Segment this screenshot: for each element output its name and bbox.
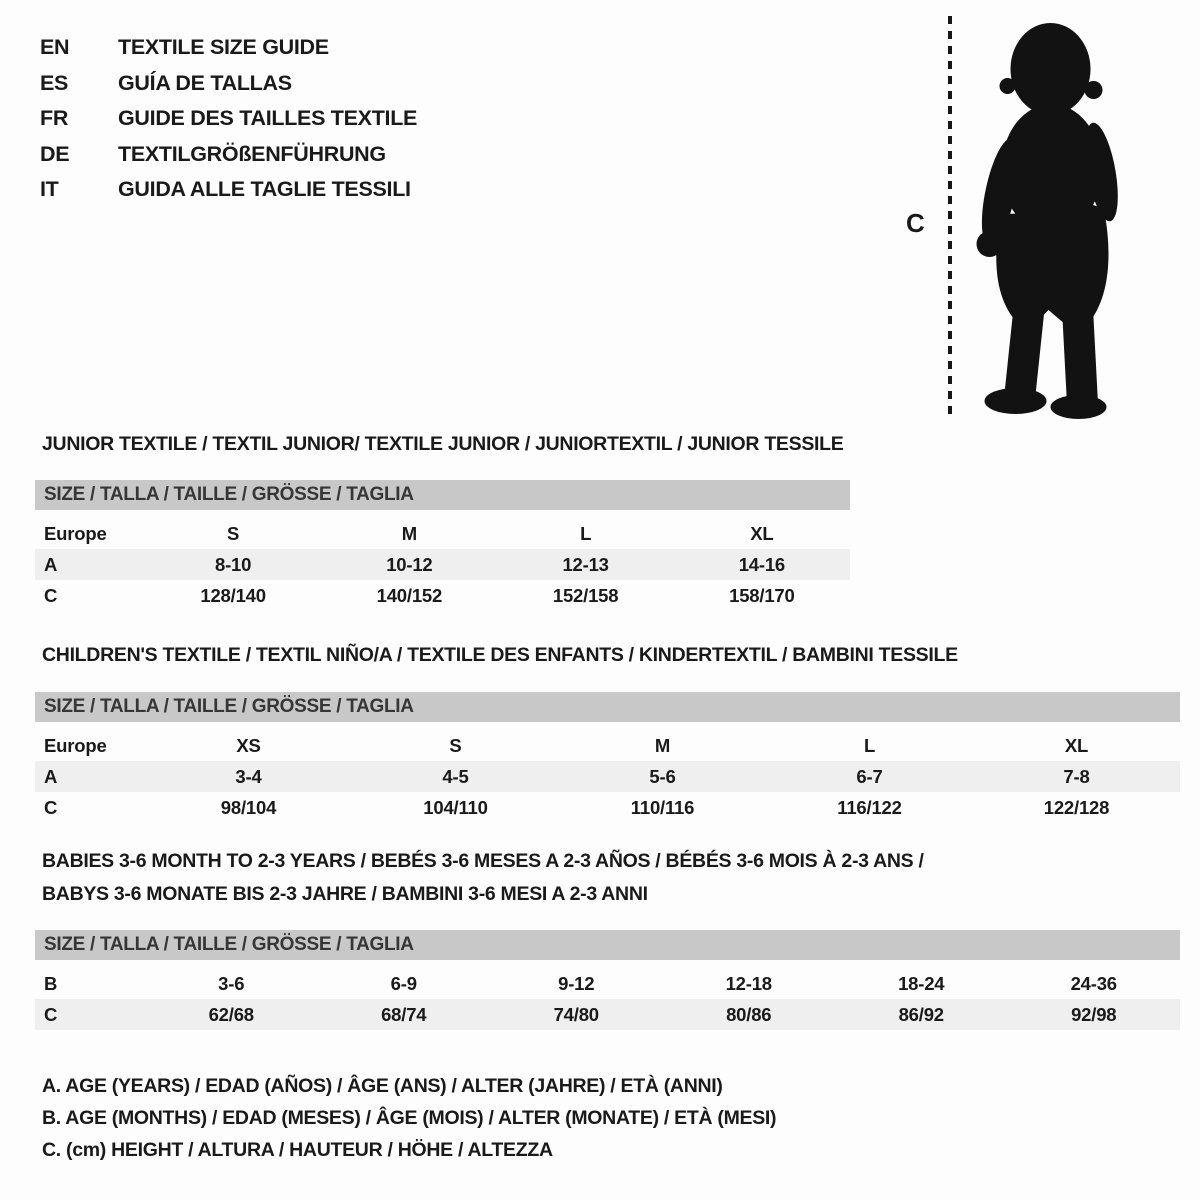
table-row (35, 549, 850, 580)
table-cell: 122/128 (1043, 796, 1110, 818)
language-title: GUÍA DE TALLAS (118, 70, 292, 95)
table-cell: 116/122 (837, 796, 902, 818)
row-label: C (44, 796, 58, 818)
table-row (35, 580, 850, 611)
row-label: A (44, 765, 58, 787)
table-cell: 4-5 (442, 765, 469, 787)
row-label: Europe (44, 734, 107, 756)
table-cell: 92/98 (1071, 1003, 1117, 1025)
table-row (35, 761, 1180, 792)
table-cell: XL (1064, 734, 1089, 756)
table-cell: L (863, 734, 876, 756)
row-label: C (44, 1003, 58, 1025)
table-row (35, 792, 1180, 823)
table-cell: 140/152 (376, 584, 443, 606)
table-cell: XS (236, 734, 261, 756)
table-cell: 86/92 (898, 1003, 944, 1025)
section-title-children: CHILDREN'S TEXTILE / TEXTIL NIÑO/A / TEXTILE DES ENFANTS / KINDERTEXTIL / BAMBINI TESSILE (42, 644, 958, 666)
table-cell: XL (750, 522, 774, 544)
table-cell: 6-9 (390, 972, 417, 994)
language-row (40, 30, 417, 66)
language-code: FR (40, 106, 69, 131)
table-cell: 158/170 (729, 584, 795, 606)
toddler-silhouette-icon (962, 14, 1140, 420)
row-label: C (44, 584, 58, 606)
babies-size-table (35, 930, 1180, 1030)
table-cell: 110/116 (630, 796, 695, 818)
language-title: GUIDA ALLE TAGLIE TESSILI (118, 177, 411, 202)
row-label: Europe (44, 522, 107, 544)
row-label: A (44, 553, 58, 575)
table-cell: 128/140 (200, 584, 266, 606)
table-cell: 8-10 (215, 553, 252, 575)
children-size-table (35, 692, 1180, 823)
table-cell: 24-36 (1070, 972, 1117, 994)
section-title-babies (42, 845, 924, 911)
language-title: TEXTILE SIZE GUIDE (118, 35, 329, 60)
language-title: TEXTILGRÖßENFÜHRUNG (118, 141, 386, 166)
table-cell: 3-4 (235, 765, 262, 787)
language-code: ES (40, 70, 69, 95)
table-cell: 3-6 (218, 972, 245, 994)
legend-line: A. AGE (YEARS) / EDAD (AÑOS) / ÂGE (ANS) / ALTER (JAHRE) / ETÀ (ANNI) (42, 1074, 723, 1097)
table-row (35, 968, 1180, 999)
section-title-babies-line2: BABYS 3-6 MONATE BIS 2-3 JAHRE / BAMBINI 3-6 MESI A 2-3 ANNI (42, 883, 648, 905)
section-title-babies-line1: BABIES 3-6 MONTH TO 2-3 YEARS / BEBÉS 3-6 MESES A 2-3 AÑOS / BÉBÉS 3-6 MOIS À 2-3 ANS / (42, 850, 924, 872)
legend-line: C. (cm) HEIGHT / ALTURA / HAUTEUR / HÖHE / ALTEZZA (42, 1138, 553, 1161)
table-cell: M (401, 522, 417, 544)
row-label: B (44, 972, 58, 994)
table-cell: L (580, 522, 592, 544)
table-cell: 9-12 (558, 972, 595, 994)
height-measure-label: C (906, 208, 925, 238)
measure-legend (42, 1070, 776, 1166)
language-row (40, 172, 417, 208)
table-cell: 12-18 (725, 972, 772, 994)
table-cell: 7-8 (1063, 765, 1090, 787)
table-cell: S (449, 734, 462, 756)
table-cell: 12-13 (562, 553, 609, 575)
section-title-junior: JUNIOR TEXTILE / TEXTIL JUNIOR/ TEXTILE JUNIOR / JUNIORTEXTIL / JUNIOR TESSILE (42, 433, 844, 455)
table-cell: 80/86 (726, 1003, 772, 1025)
language-row (40, 137, 417, 173)
junior-size-table (35, 480, 850, 611)
table-cell: 74/80 (553, 1003, 599, 1025)
height-measure-dashed-line (948, 16, 952, 420)
table-row (35, 518, 850, 549)
table-cell: 68/74 (381, 1003, 427, 1025)
table-cell: M (654, 734, 671, 756)
table-cell: 62/68 (208, 1003, 254, 1025)
size-header-bar: SIZE / TALLA / TAILLE / GRÖSSE / TAGLIA (35, 930, 1180, 960)
language-code: DE (40, 141, 70, 166)
table-cell: 14-16 (738, 553, 786, 575)
table-row (35, 999, 1180, 1030)
language-row (40, 66, 417, 102)
language-title-list (40, 30, 417, 208)
table-cell: S (227, 522, 240, 544)
language-row (40, 101, 417, 137)
language-code: IT (40, 177, 59, 202)
table-cell: 6-7 (856, 765, 883, 787)
table-cell: 104/110 (423, 796, 488, 818)
size-header-bar: SIZE / TALLA / TAILLE / GRÖSSE / TAGLIA (35, 692, 1180, 722)
table-cell: 5-6 (649, 765, 676, 787)
language-code: EN (40, 35, 70, 60)
table-row (35, 730, 1180, 761)
size-header-bar: SIZE / TALLA / TAILLE / GRÖSSE / TAGLIA (35, 480, 850, 510)
table-cell: 152/158 (552, 584, 619, 606)
table-cell: 98/104 (220, 796, 277, 818)
language-title: GUIDE DES TAILLES TEXTILE (118, 106, 418, 131)
table-cell: 10-12 (386, 553, 433, 575)
table-cell: 18-24 (898, 972, 945, 994)
legend-line: B. AGE (MONTHS) / EDAD (MESES) / ÂGE (MOIS) / ALTER (MONATE) / ETÀ (MESI) (42, 1106, 777, 1129)
